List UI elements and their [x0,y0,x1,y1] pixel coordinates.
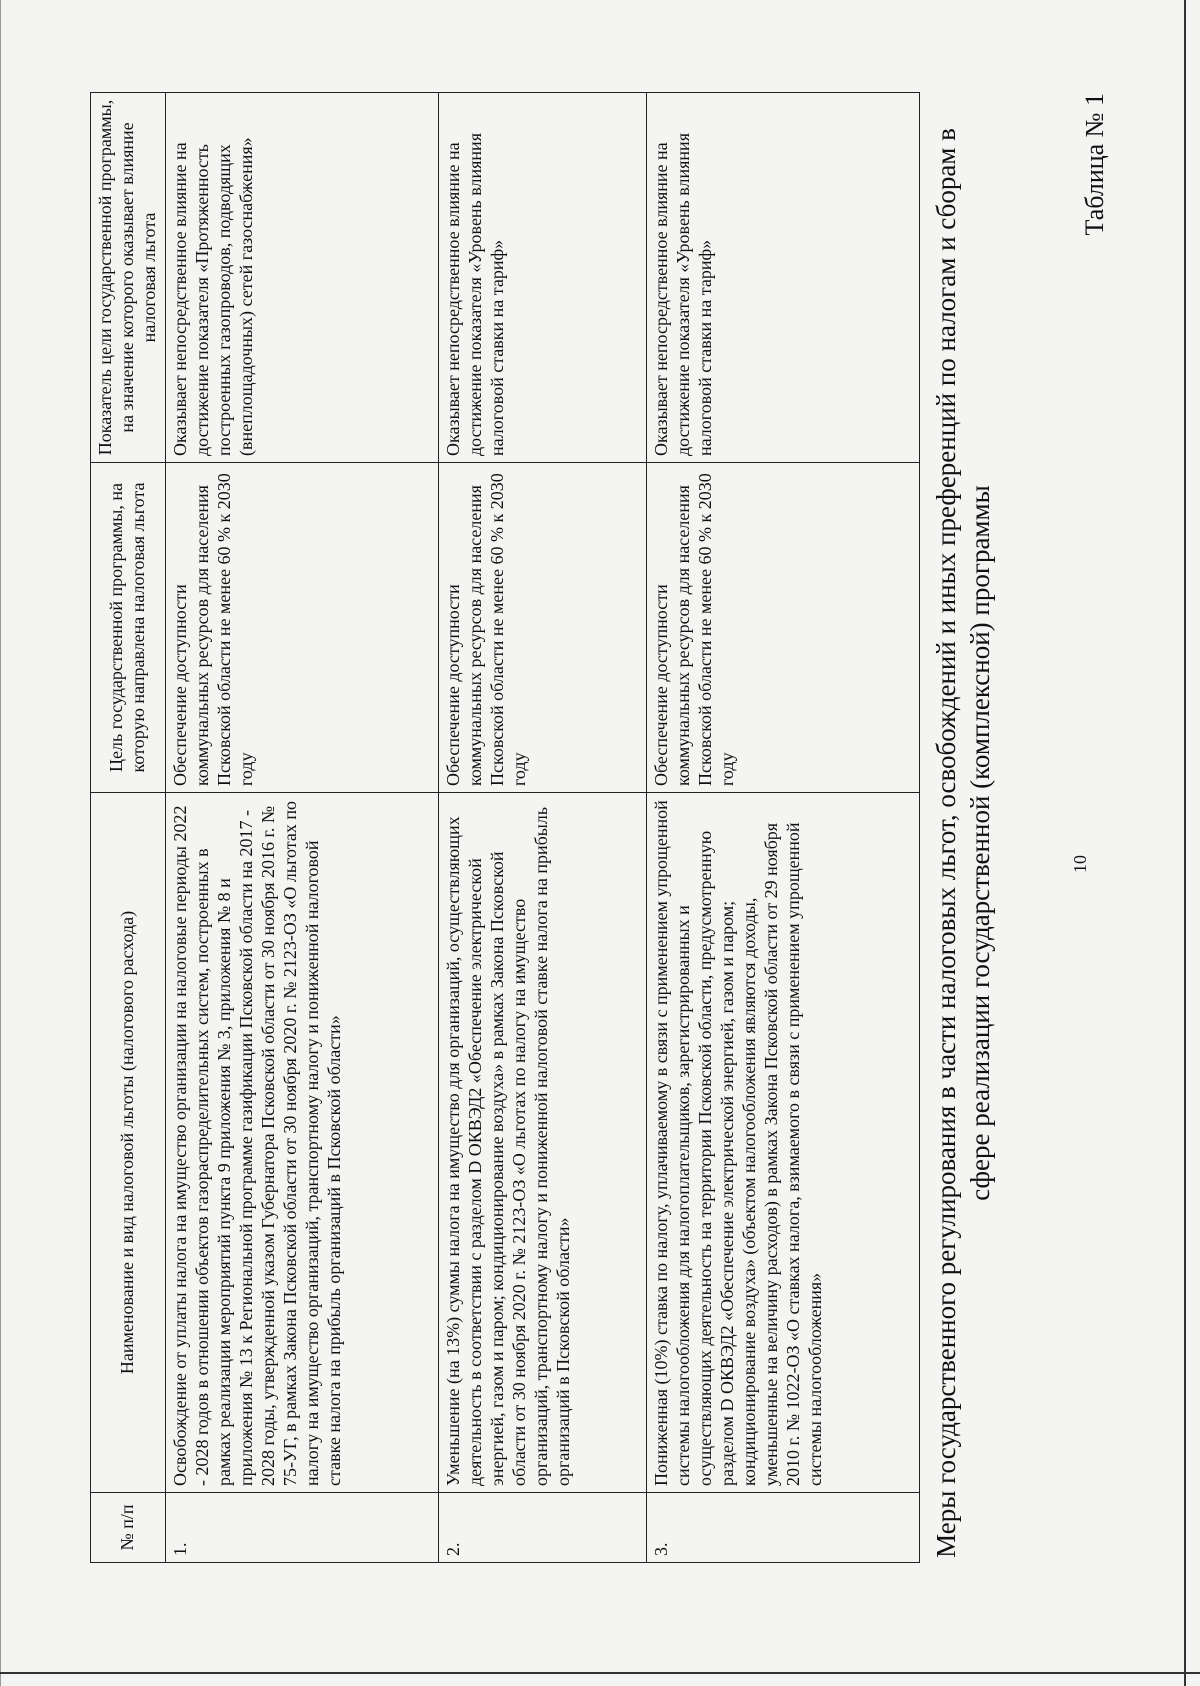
table-caption: Таблица № 1 [1080,93,1109,236]
table-row [438,93,646,1563]
document-page [50,53,1150,1633]
header-num: № п/п [91,1493,166,1563]
page-bottom-edge [0,1672,1200,1674]
row-indicator: Оказывает непосредственное влияние на достижение показателя «Протяженность построенных газопроводов, подводящих (внеплощадочных) сетей газоснабжения» [165,93,438,463]
page-number: 10 [1070,855,1090,873]
measures-table [90,92,920,1563]
row-goal: Обеспечение доступности коммунальных ресурсов для населения Псковской области не менее 60 % к 2030 году [165,463,438,793]
row-indicator: Оказывает непосредственное влияние на достижение показателя «Уровень влияния налоговой ставки на тариф» [646,93,919,463]
page-right-edge [1184,0,1186,1686]
header-goal: Цель государственной программы, на которую направлена налоговая льгота [91,463,166,793]
table-row [165,93,438,1563]
row-name: Пониженная (10%) ставка по налогу, уплачиваемому в связи с применением упрощенной системы налогообложения для налогоплательщиков, зарегистрированных и осуществляющих деятельность на территории Псковской области, предусмотренную разделом D ОКВЭД2 «Обеспечение электрической энергией, газом и паром; кондиционирование воздуха» (объектом налогообложения являются доходы, уменьшенные на величину расходов) в рамках Закона Псковской области от 29 ноября 2010 г. № 1022-ОЗ «О ставках налога, взимаемого в связи с применением упрощенной системы налогообложения» [646,793,919,1493]
header-indicator: Показатель цели государственной программы, на значение которого оказывает влияние налоговая льгота [91,93,166,463]
table-row [646,93,919,1563]
document-title: Меры государственного регулирования в части налоговых льгот, освобождений и иных преференций по налогам и сборам в сфере реализации государственной (комплексной) программы [931,128,995,1558]
page-left-edge [0,0,1,1686]
header-name: Наименование и вид налоговой льготы (налогового расхода) [91,793,166,1493]
table-header-row [91,93,166,1563]
row-name: Уменьшение (на 13%) суммы налога на имущество для организаций, осуществляющих деятельность в соответствии с разделом D ОКВЭД2 «Обеспечение электрической энергией, газом и паром; кондиционирование воздуха» в рамках Закона Псковской области от 30 ноября 2020 г. № 2123-ОЗ «О льготах по налогу на имущество организаций, транспортному налогу и пониженной налоговой ставке налога на прибыль организаций в Псковской области» [438,793,646,1493]
row-goal: Обеспечение доступности коммунальных ресурсов для населения Псковской области не менее 60 % к 2030 году [438,463,646,793]
row-indicator: Оказывает непосредственное влияние на достижение показателя «Уровень влияния налоговой ставки на тариф» [438,93,646,463]
row-goal: Обеспечение доступности коммунальных ресурсов для населения Псковской области не менее 60 % к 2030 году [646,463,919,793]
row-name: Освобождение от уплаты налога на имущество организации на налоговые периоды 2022 - 2028 годов в отношении объектов газораспределительных систем, построенных в рамках реализации мероприятий пункта 9 приложения № 3, приложения № 8 и приложения № 13 к Региональной программе газификации Псковской области на 2017 - 2028 годы, утвержденной указом Губернатора Псковской области от 30 ноября 2016 г. № 75-УГ, в рамках Закона Псковской области от 30 ноября 2020 г. № 2123-ОЗ «О льготах по налогу на имущество организаций, транспортному налогу и пониженной налоговой ставке налога на прибыль организаций в Псковской области» [165,793,438,1493]
row-num: 2. [438,1493,646,1563]
measures-table-wrapper [90,93,920,1563]
row-num: 1. [165,1493,438,1563]
row-num: 3. [646,1493,919,1563]
